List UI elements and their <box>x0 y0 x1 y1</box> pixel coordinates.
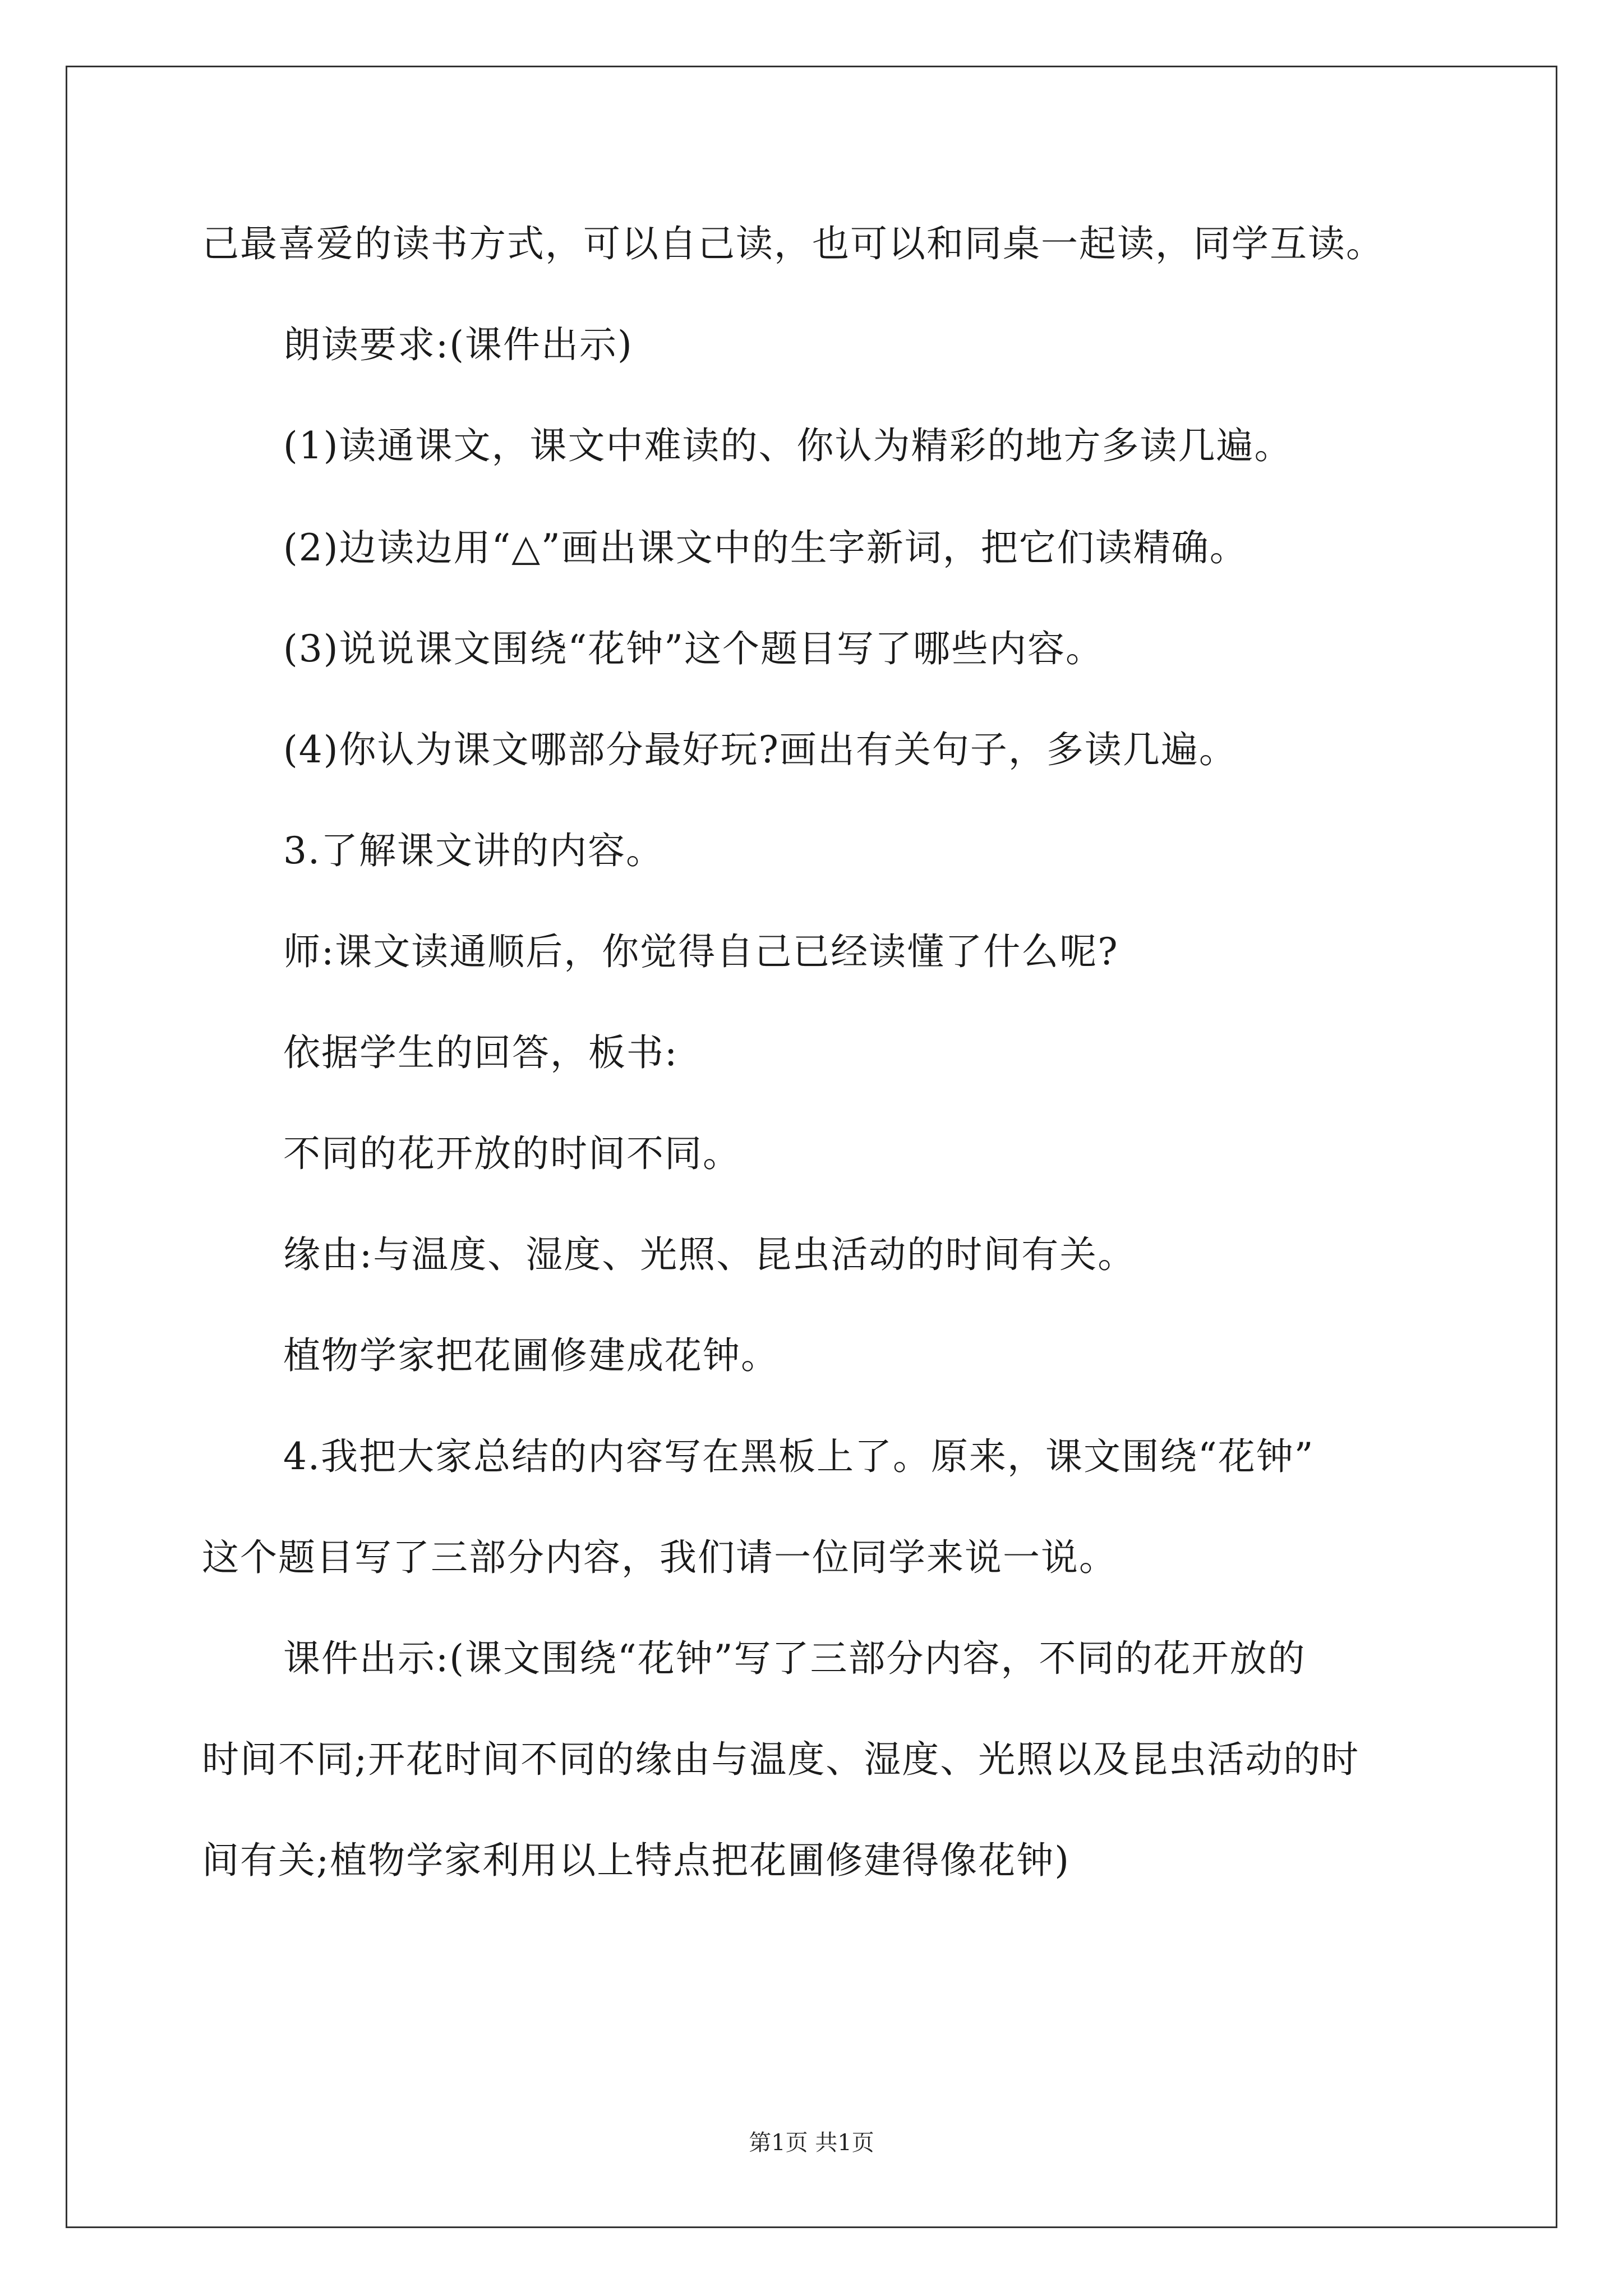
paragraph-line: 这个题目写了三部分内容，我们请一位同学来说一说。 <box>202 1536 1117 1579</box>
paragraph-line: 朗读要求:(课件出示) <box>283 323 633 366</box>
page-footer: 第1页 共1页 <box>749 2130 874 2156</box>
paragraph-line: (4)你认为课文哪部分最好玩?画出有关句子，多读几遍。 <box>283 728 1237 771</box>
paragraph-line: 师:课文读通顺后，你觉得自己已经读懂了什么呢? <box>283 930 1119 973</box>
paragraph-line: 缘由:与温度、湿度、光照、昆虫活动的时间有关。 <box>283 1233 1136 1276</box>
paragraph-line: 间有关;植物学家利用以上特点把花圃修建得像花钟) <box>202 1839 1070 1882</box>
paragraph-line: 课件出示:(课文围绕“花钟”写了三部分内容，不同的花开放的 <box>283 1637 1306 1680</box>
paragraph-line: 植物学家把花圃修建成花钟。 <box>283 1334 779 1377</box>
paragraph-line: 不同的花开放的时间不同。 <box>283 1132 741 1175</box>
paragraph-line: (2)边读边用“△”画出课文中的生字新词，把它们读精确。 <box>283 526 1248 569</box>
paragraph-line: 4.我把大家总结的内容写在黑板上了。原来，课文围绕“花钟” <box>283 1435 1315 1478</box>
paragraph-line: 己最喜爱的读书方式，可以自己读，也可以和同桌一起读，同学互读。 <box>202 222 1384 265</box>
paragraph-line: 依据学生的回答，板书: <box>283 1031 679 1074</box>
paragraph-line: (1)读通课文，课文中难读的、你认为精彩的地方多读几遍。 <box>283 424 1293 467</box>
paragraph-line: 时间不同;开花时间不同的缘由与温度、湿度、光照以及昆虫活动的时 <box>202 1738 1360 1781</box>
paragraph-line: 3.了解课文讲的内容。 <box>283 829 664 872</box>
paragraph-line: (3)说说课文围绕“花钟”这个题目写了哪些内容。 <box>283 627 1104 670</box>
